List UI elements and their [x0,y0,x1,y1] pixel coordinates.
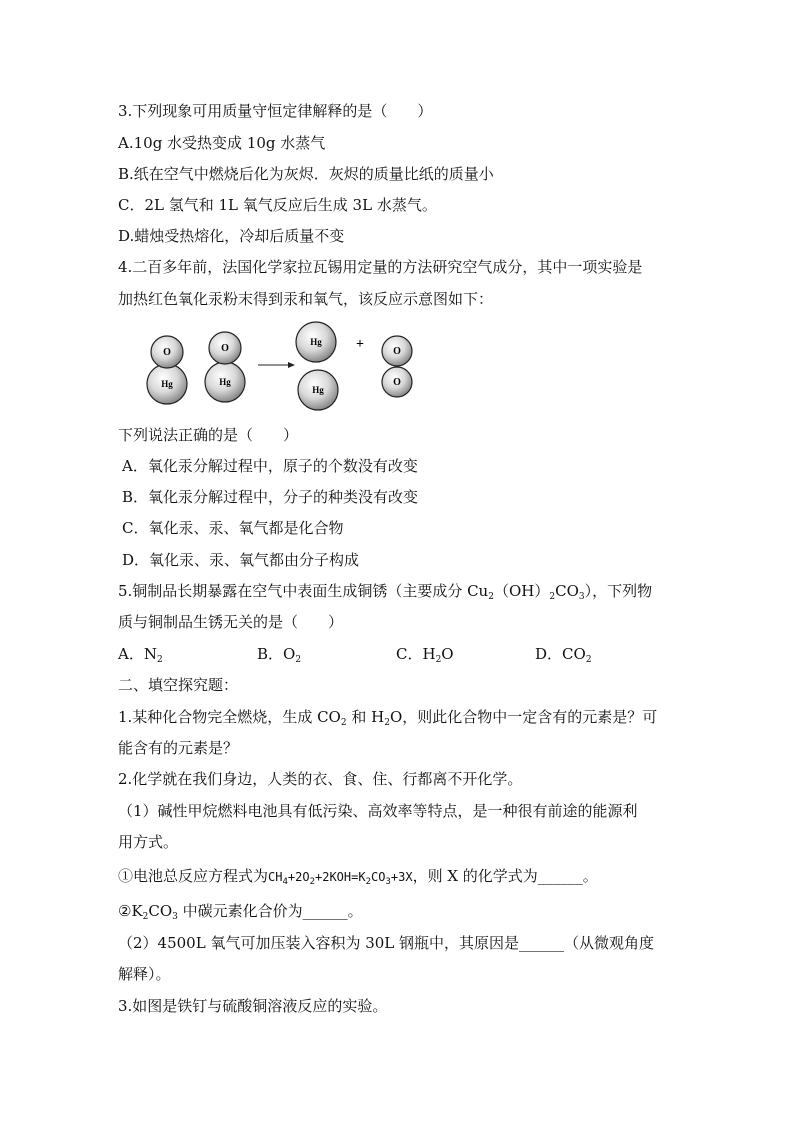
text-segment: O [441,645,454,663]
text-segment: D．CO [535,645,586,663]
o2-molecule [382,336,412,397]
subscript: 2 [585,655,592,665]
text-segment: +2KOH=K [315,870,366,884]
text-segment: +3X [390,870,413,884]
f1-line1 [118,707,657,727]
text-segment: 5.铜制品长期暴露在空气中表面生成铜锈（主要成分 Cu [118,582,489,600]
subscript: 2 [309,877,315,887]
hg-label: Hg [161,379,173,389]
subscript: 3 [172,912,178,922]
o-label: O [221,343,229,354]
text-segment: CH [268,870,283,884]
chemical-equation [268,870,413,887]
text-segment: A．N [118,645,157,663]
f2-intro: 2.化学就在我们身边，人类的衣、食、住、行都离不开化学。 [118,770,523,788]
hg-label: Hg [310,337,322,347]
plus-sign: + [356,337,364,352]
text-segment: 1.某种化合物完全燃烧，生成 CO [118,708,341,726]
o-label: O [163,347,171,358]
hgo-molecule-1 [147,336,187,404]
q4-stem-line1: 4.二百多年前，法国化学家拉瓦锡用定量的方法研究空气成分，其中一项实验是 [118,258,643,276]
text-segment: ②K [118,902,143,920]
q5-option-b [257,644,301,664]
reaction-diagram [140,318,440,418]
f2-equation-line [118,866,598,887]
q5-option-d [535,644,592,664]
q3-option-a: A.10g 水受热变成 10g 水蒸气 [118,134,326,152]
subscript: 2 [488,592,494,602]
subscript: 2 [435,655,442,665]
o-label: O [393,346,401,357]
q3-option-d: D.蜡烛受热熔化，冷却后质量不变 [118,227,345,245]
text-segment: ①电池总反应方程式为 [118,867,269,885]
hg-label: Hg [312,385,324,395]
text-segment: CO [555,582,579,600]
f1-line2: 能含有的元素是？ [118,739,239,757]
q4-prompt: 下列说法正确的是（ ） [118,426,299,444]
subscript: 2 [156,655,163,665]
q3-stem: 3.下列现象可用质量守恒定律解释的是（ ） [118,102,433,120]
subscript: 3 [385,877,391,887]
q4-stem-line2: 加热红色氧化汞粉末得到汞和氧气，该反应示意图如下： [118,290,494,308]
q5-stem-line1 [118,581,652,601]
f2-part1-line2: 用方式。 [118,833,179,851]
q5-stem-line2: 质与铜制品生锈无关的是（ ） [118,613,344,631]
subscript: 2 [384,718,390,728]
q3-option-c: C．2L 氢气和 1L 氧气反应后生成 3L 水蒸气。 [118,196,437,214]
q3-option-b: B.纸在空气中燃烧后化为灰烬．灰烬的质量比纸的质量小 [118,165,494,183]
text-segment: （OH） [493,582,550,600]
text-segment: 中碳元素化合价为______。 [177,902,363,920]
hg-atoms-product [296,322,338,410]
q5-option-a [118,644,163,664]
q4-option-b: B．氧化汞分解过程中，分子的种类没有改变 [122,488,419,506]
text-segment: ），下列物 [584,582,653,600]
section-2-title: 二、填空探究题： [118,676,239,694]
text-segment: 和 H [346,708,385,726]
subscript: 3 [578,592,585,602]
q4-option-d: D．氧化汞、汞、氧气都由分子构成 [122,551,360,569]
reaction-arrow-icon [258,362,295,368]
q5-option-c [396,644,454,664]
subscript: 2 [549,592,556,602]
subscript: 2 [142,912,149,922]
f2-part1-line1: （1）碱性甲烷燃料电池具有低污染、高效率等特点，是一种很有前途的能源利 [118,802,638,820]
subscript: 2 [295,655,302,665]
text-segment: CO [148,902,173,920]
text-segment: B．O [257,645,296,663]
f2-part2-line1: （2）4500L 氧气可加压装入容积为 30L 钢瓶中，其原因是______（从微观角度 [118,934,655,952]
f2-part2-line2: 解释）。 [118,965,171,983]
text-segment: O，则此化合物中一定含有的元素是？可 [389,708,658,726]
text-segment: ，则 X 的化学式为______。 [412,867,598,885]
hg-label: Hg [219,377,231,387]
text-segment: CO [371,870,386,884]
o-label: O [393,377,401,388]
subscript: 2 [340,718,347,728]
q4-option-c: C．氧化汞、汞、氧气都是化合物 [122,519,344,537]
text-segment: +2O [287,870,310,884]
q4-option-a: A．氧化汞分解过程中，原子的个数没有改变 [122,457,418,475]
text-segment: C．H [396,645,436,663]
f2-valence-line [118,901,363,921]
hgo-molecule-2 [205,332,245,402]
f3-line1: 3.如图是铁钉与硫酸铜溶液反应的实验。 [118,997,388,1015]
subscript: 2 [365,877,371,887]
subscript: 4 [282,877,288,887]
